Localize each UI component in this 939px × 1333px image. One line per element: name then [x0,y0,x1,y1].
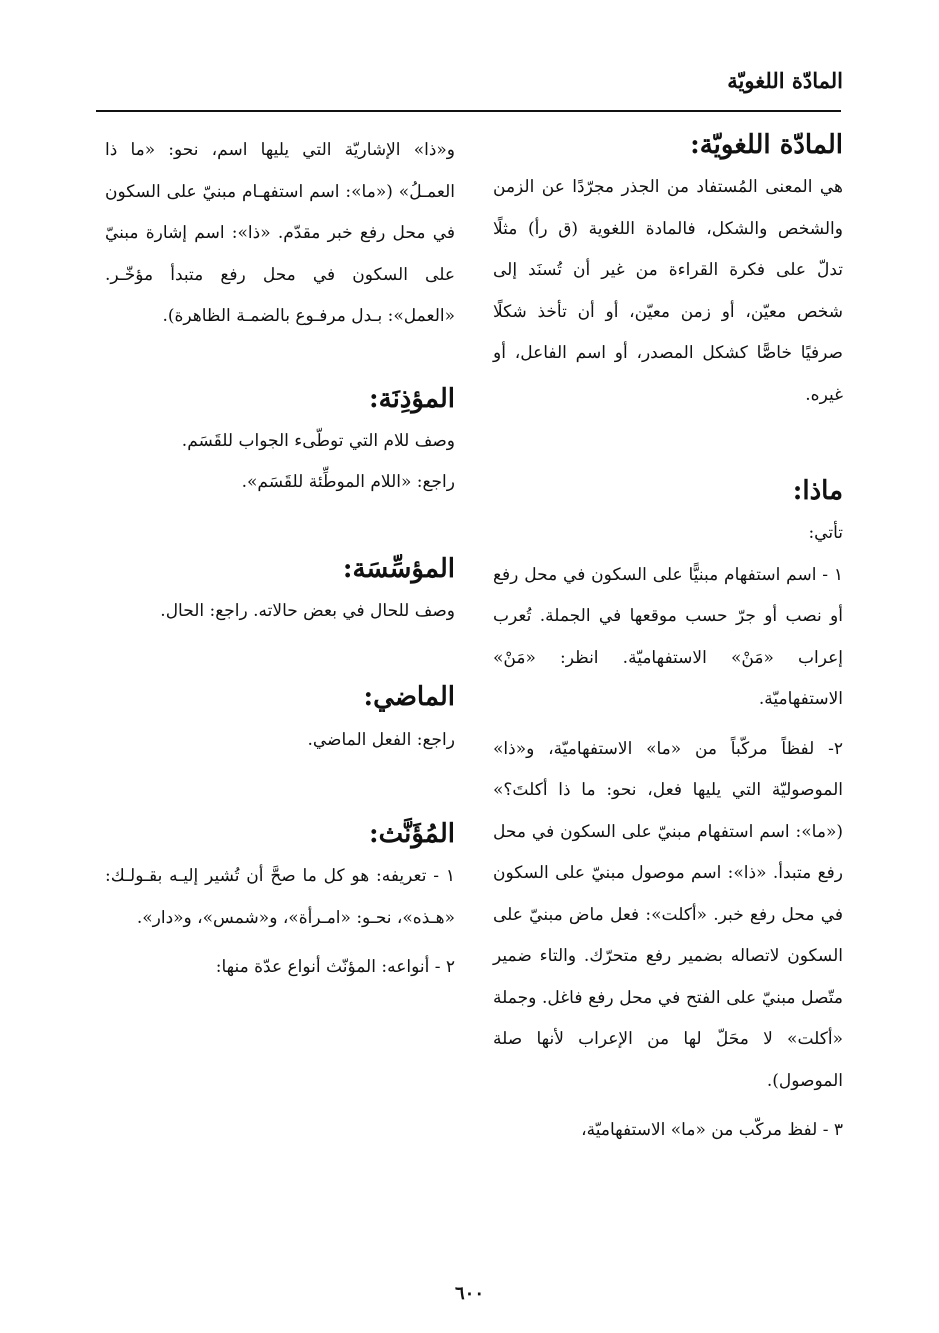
entry-al-muannath [105,819,455,989]
entry-madha [493,476,843,1152]
entry-title: الماضي: [363,682,455,713]
entry-paragraph: و«ذا» الإشاريّة التي يليها اسم، نحو: «ما ذا العمـلُ» («ما»: اسم استفهـام مبنيّ على السكون في محل رفع خبر مقدّم. «ذا»: اسم إشارة مبنيّ على السكون في محل رفع متبدأ مؤخّـر. «العمل»: بـدل مرفـوع بالضمـة الظاهرة). [105,140,455,326]
entry-al-mu-assisa [105,554,455,633]
entry-title: المؤسِّسَة: [342,553,455,584]
entry-paragraph: ١ - تعريفه: هو كل ما صحَّ أن تُشير إليـه بقـولـك: «هـذه»، نحـو: «امـرأة»، و«شمس»، و«دار». [105,866,455,928]
entry-paragraph: وصف للام التي توطّىء الجواب للقَسَم. [181,430,455,451]
entry-paragraph: راجع: الفعل الماضي. [307,729,455,750]
entry-al-mu-dhina [105,384,455,504]
entry-paragraph: ١ - اسم استفهام مبنيًّا على السكون في محل رفع أو نصب أو جرّ حسب موقعها في الجملة. تُعرب إعراب «مَنْ» الاستفهاميّة. انظر: «مَنْ» الاستفهاميّة. [493,564,843,710]
entry-paragraph: ٣ - لفظ مركّب من «ما» الاستفهاميّة، [581,1120,843,1141]
entry-paragraph: هي المعنى المُستفاد من الجذر مجرّدًا عن الزمن والشخص والشكل، فالمادة اللغوية (ق رأ) مثلًا تدلّ على فكرة القراءة من غير أن تُسنَد إلى شخص معيّن، أو زمن معيّن، أو أن تأخذ شكلًا صرفيًا خاصًّا كشكل المصدر، أو اسم الفاعل، أو غيره. [493,177,843,405]
entry-paragraph: ٢ - أنواعه: المؤنّث أنواع عدّة منها: [215,957,455,978]
left-column [105,130,455,989]
header-divider [96,110,841,112]
entry-paragraph: وصف للحال في بعض حالاته. راجع: الحال. [160,600,455,621]
page-number: ٦٠٠ [454,1283,484,1304]
entry-paragraph: راجع: «اللام الموطِّئة للقَسَم». [241,472,455,493]
running-header: المادّة اللغويّة [727,68,843,93]
entry-title: ماذا: [792,476,843,507]
entry-paragraph: ٢- لفظاً مركّباً من «ما» الاستفهاميّة، و«ذا» الموصوليّة التي يليها فعل، نحو: ما ذا أكلتَ؟» («ما»: اسم استفهام مبنيّ على السكون في محل رفع متبدأ. «ذا»: اسم موصول مبنيّ على السكون في محل رفع خبر. «أكلت»: فعل ماض مبنيّ على السكون لاتصاله بضمير رفع متحرّك. والتاء ضمير متّصل مبنيّ على الفتح في محل رفع فاغل. وجملة «أكلت» لا محَلّ لها من الإعراب لأنها صلة الموصول). [493,738,843,1091]
entry-continuation [105,130,455,338]
entry-title: المُؤَنَّث: [369,819,455,850]
right-column [493,130,843,1152]
entry-title: المؤذِنَة: [369,383,455,414]
entry-al-madi [105,682,455,761]
entry-title: المادّة اللغويّة: [690,130,843,160]
entry-paragraph: تأتي: [808,523,843,544]
entry-al-madda-al-lughawiyya [493,130,843,416]
